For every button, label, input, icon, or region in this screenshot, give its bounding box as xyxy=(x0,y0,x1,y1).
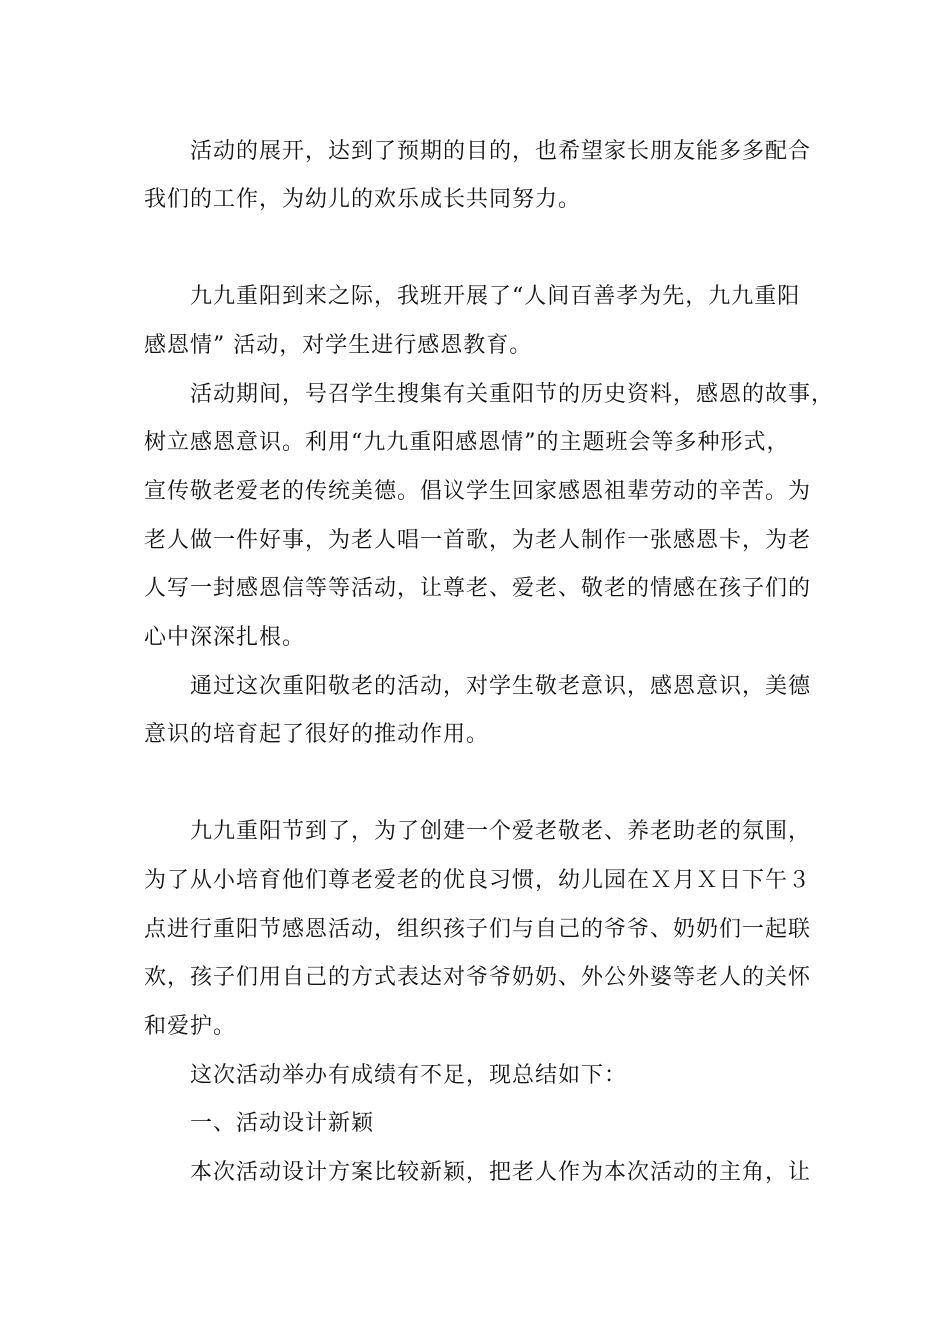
paragraph-4-line-2: 意识的培育起了很好的推动作用。 xyxy=(144,722,490,747)
paragraph-5-line-3: 点进行重阳节感恩活动，组织孩子们与自己的爷爷、奶奶们一起联 xyxy=(144,917,812,942)
paragraph-5-line-2: 为了从小培育他们尊老爱老的优良习惯，幼儿园在Ｘ月Ｘ日下午３ xyxy=(144,868,812,893)
paragraph-1-line-2: 我们的工作，为幼儿的欢乐成长共同努力。 xyxy=(144,187,582,212)
paragraph-5-line-1: 九九重阳节到了，为了创建一个爱老敬老、养老助老的氛围， xyxy=(190,819,812,844)
paragraph-3-line-3: 宣传敬老爱老的传统美德。倡议学生回家感恩祖辈劳动的辛苦。为 xyxy=(144,479,812,504)
paragraph-7-line-1: 本次活动设计方案比较新颖，把老人作为本次活动的主角，让 xyxy=(190,1160,812,1185)
paragraph-3-line-5: 人写一封感恩信等等活动，让尊老、爱老、敬老的情感在孩子们的 xyxy=(144,576,812,601)
paragraph-6-line-1: 这次活动举办有成绩有不足，现总结如下： xyxy=(190,1063,628,1088)
paragraph-1-line-1: 活动的展开，达到了预期的目的，也希望家长朋友能多多配合 xyxy=(190,139,812,164)
paragraph-3-line-1: 活动期间，号召学生搜集有关重阳节的历史资料，感恩的故事， xyxy=(190,382,835,407)
section-heading-1: 一、活动设计新颖 xyxy=(190,1111,375,1136)
paragraph-2-line-2: 感恩情” 活动，对学生进行感恩教育。 xyxy=(144,333,533,358)
paragraph-3-line-2: 树立感恩意识。利用“九九重阳感恩情”的主题班会等多种形式， xyxy=(144,430,790,455)
paragraph-5-line-4: 欢，孩子们用自己的方式表达对爷爷奶奶、外公外婆等老人的关怀 xyxy=(144,965,812,990)
paragraph-3-line-6: 心中深深扎根。 xyxy=(144,625,306,650)
paragraph-5-line-5: 和爱护。 xyxy=(144,1014,237,1039)
paragraph-2-line-1: 九九重阳到来之际，我班开展了“人间百善孝为先，九九重阳 xyxy=(190,284,801,309)
paragraph-3-line-4: 老人做一件好事，为老人唱一首歌，为老人制作一张感恩卡，为老 xyxy=(144,528,812,553)
paragraph-4-line-1: 通过这次重阳敬老的活动，对学生敬老意识，感恩意识，美德 xyxy=(190,674,812,699)
